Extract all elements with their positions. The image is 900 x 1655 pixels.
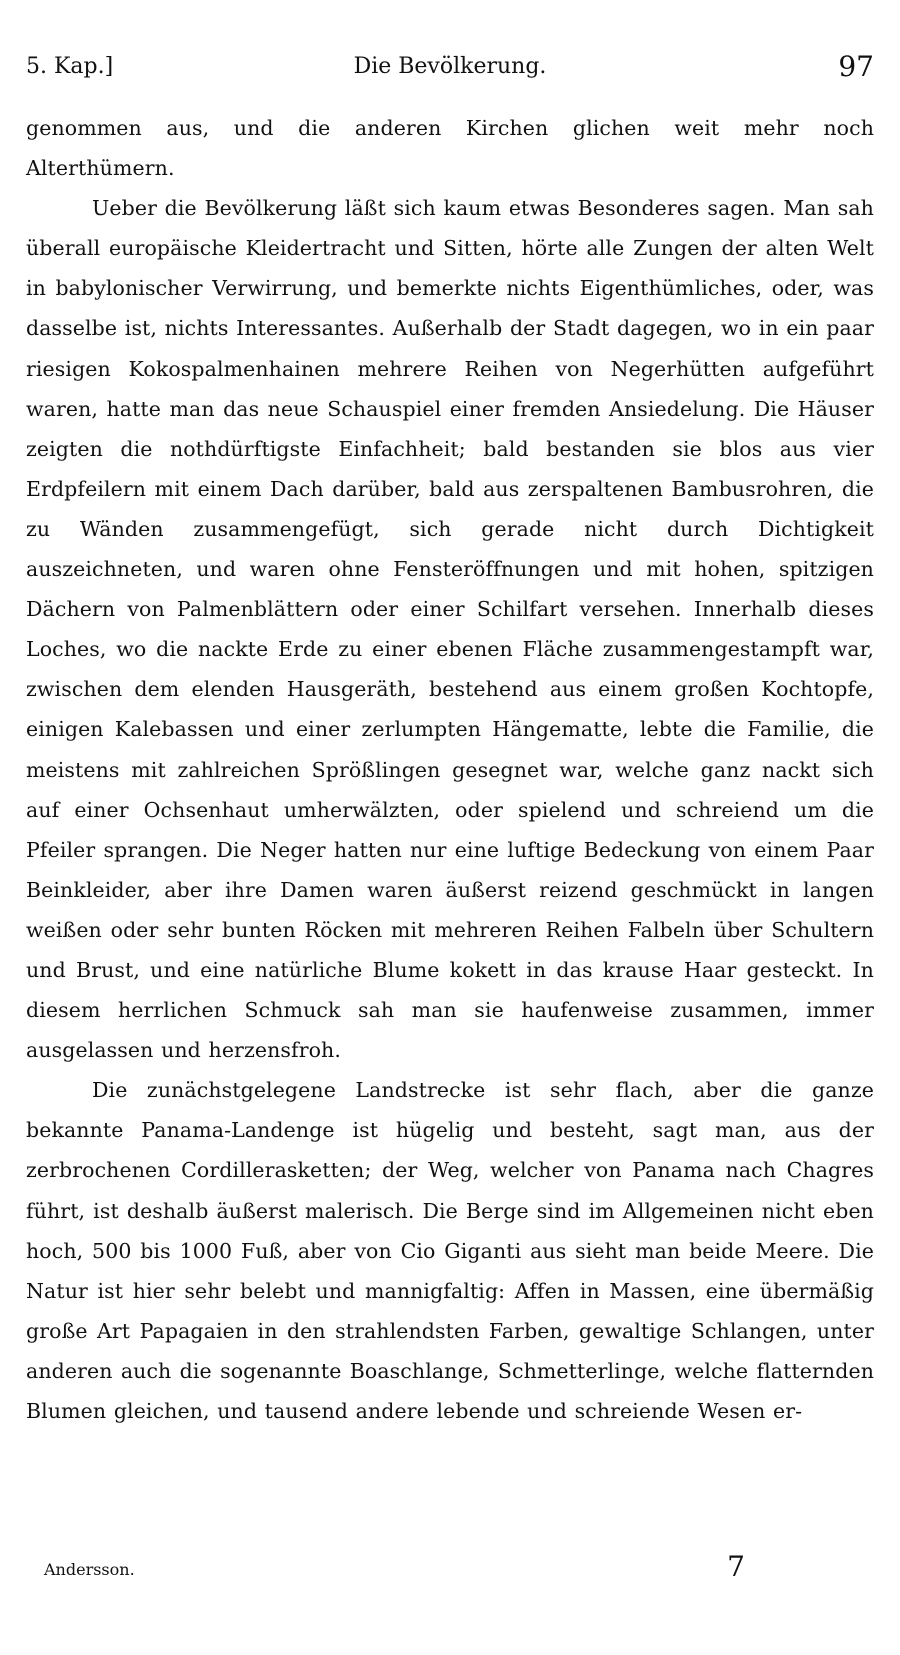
paragraph: Ueber die Bevölkerung läßt sich kaum etwas Besonderes sagen. Man sah überall europäische Kleidertracht und Sitten, hörte alle Zungen der alten Welt in babylonischer Verwirrung, und bemerkte nichts Eigenthümliches, oder, was dasselbe ist, nichts Interessantes. Außerhalb der Stadt dagegen, wo in ein paar riesigen Kokospalmenhainen mehrere Reihen von Negerhütten aufgeführt waren, hatte man das neue Schauspiel einer fremden Ansiedelung. Die Häuser zeigten die nothdürftigste Einfachheit; bald bestanden sie blos aus vier Erdpfeilern mit einem Dach darüber, bald aus zerspaltenen Bambusrohren, die zu Wänden zusammengefügt, sich gerade nicht durch Dichtigkeit auszeichneten, und waren ohne Fensteröffnungen und mit hohen, spitzigen Dächern von Palmenblättern oder einer Schilfart versehen. Innerhalb dieses Loches, wo die nackte Erde zu einer ebenen Fläche zusammengestampft war, zwischen dem elenden Hausgeräth, bestehend aus einem großen Kochtopfe, einigen Kalebassen und einer zerlumpten Hängematte, lebte die Familie, die meistens mit zahlreichen Sprößlingen gesegnet war, welche ganz nackt sich auf einer Ochsenhaut umherwälzten, oder spielend und schreiend um die Pfeiler sprangen. Die Neger hatten nur eine luftige Bedeckung von einem Paar Beinkleider, aber ihre Damen waren äußerst reizend geschmückt in langen weißen oder sehr bunten Röcken mit mehreren Reihen Falbeln über Schultern und Brust, und eine natürliche Blume kokett in das krause Haar gesteckt. In diesem herrlichen Schmuck sah man sie haufenweise zusammen, immer ausgelassen und herzensfroh.: [26, 196, 874, 1063]
sheet-number: 7: [727, 1550, 745, 1583]
body-text: [26, 108, 874, 1431]
page-number: 97: [838, 50, 874, 83]
page-footer: [44, 1550, 745, 1586]
running-title: Die Bevölkerung.: [353, 54, 547, 79]
paragraph: genommen aus, und die anderen Kirchen glichen weit mehr noch Alterthümern.: [26, 116, 874, 181]
running-header: [26, 50, 874, 90]
signature-mark: Andersson.: [44, 1560, 135, 1579]
paragraph: Die zunächstgelegene Landstrecke ist sehr flach, aber die ganze bekannte Panama-Landenge ist hügelig und besteht, sagt man, aus der zerbrochenen Cordillerasketten; der Weg, welcher von Panama nach Chagres führt, ist deshalb äußerst malerisch. Die Berge sind im Allgemeinen nicht eben hoch, 500 bis 1000 Fuß, aber von Cio Giganti aus sieht man beide Meere. Die Natur ist hier sehr belebt und mannigfaltig: Affen in Massen, eine übermäßig große Art Papagaien in den strahlendsten Farben, gewaltige Schlangen, unter anderen auch die sogenannte Boaschlange, Schmetterlinge, welche flatternden Blumen gleichen, und tausend andere lebende und schreiende Wesen er-: [26, 1078, 874, 1423]
chapter-label: 5. Kap.]: [26, 54, 114, 79]
